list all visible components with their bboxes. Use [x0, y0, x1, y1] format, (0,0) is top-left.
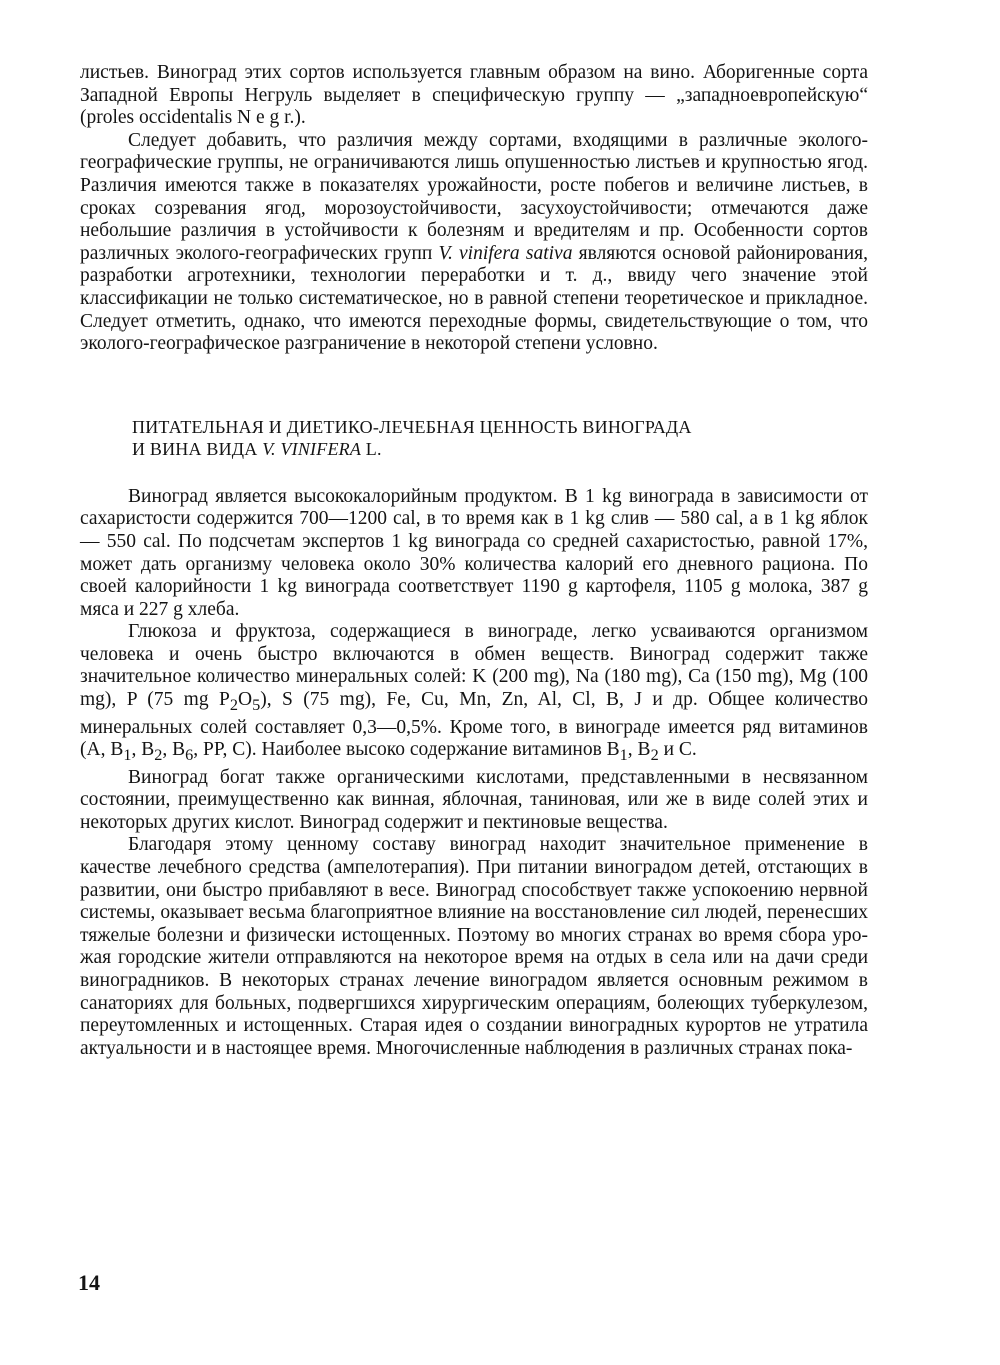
text-run: ), S (75 mg), Fe, Cu, Mn, Zn, Al, Cl, B, J и др. Общее количество минеральных солей составляет 0,3—0,5%. Кроме того, в винограде имеется ряд витаминов (A, B — [80, 689, 868, 761]
italic-term: V. vinifera sativa — [438, 242, 573, 264]
paragraph-minerals — [80, 621, 868, 766]
text-run: Виноград богат также органическими кислотами, представленными в несвязанном состоянии, преимущественно как винная, яблочная, таниновая, или же в виде солей этих и некоторых других кислот. Виноград содержит и пектиновые вещества. — [80, 766, 868, 833]
heading-line-2 — [132, 438, 868, 460]
paragraph-acids — [80, 767, 868, 835]
text-run: , B — [627, 739, 651, 761]
subscript: 2 — [650, 746, 659, 765]
paragraph-eco-groups — [80, 130, 868, 356]
text-run: O — [237, 689, 253, 711]
page-body — [80, 62, 868, 1060]
subscript: 1 — [619, 746, 628, 765]
paragraph-ampelotherapy — [80, 834, 868, 1060]
text-run: являются основой районирования, разработки агротехники, технологии переработки и т. д., ввиду чего значение этой классификации не только систематическое, но в равной степени теоретическое и прикладное. Следует отметить, однако, что имеются переходные формы, свидетельствующие о том, что эколого-географическое разграничение в некоторой степени условно. — [80, 242, 868, 355]
subscript: 2 — [229, 695, 238, 714]
text-run: Виноград является высококалорийным продуктом. В 1 kg винограда в зависимости от сахаристости содержится 700—1200 cal, в то время как в 1 kg слив — 580 cal, а в 1 kg яблок — 550 cal. По подсчетам экспертов 1 kg винограда со средней сахаристостью, равной 17%, может дать организму человека около 30% количества калорий его дневного рациона. По своей калорийности 1 kg винограда соответствует 1190 g картофеля, 1105 g молока, 387 g мяса и 227 g хлеба. — [80, 485, 868, 620]
text-run: Благодаря этому ценному составу виноград находит значительное применение в качестве лечебного средства (ампелотерапия). При питании виноградом детей, отстающих в развитии, они быстро прибавляют в весе. Виноград способствует также успокоению нервной системы, оказывает весьма благоприятное влияние на восстановление сил людей, перенесших тяжелые болезни и физически истощенных. Поэтому во многих странах во время сбора урожая городские жители отправляются на некоторое время на отдых в села или на дачи среди виноградников. В некоторых странах лечение виноградом является основным режимом в санаториях для больных, подвергшихся хирургическим операциям, болеющих туберкулезом, переутомленных и истощенных. Старая идея о создании виноградных курортов не утратила актуальности и в настоящее время. Многочисленные наблюдения в различных странах пока- — [80, 834, 868, 1059]
paragraph-continuation — [80, 62, 868, 130]
page-number: 14 — [78, 1270, 100, 1295]
heading-line-2-prefix: И ВИНА ВИДА — [132, 438, 263, 459]
text-run: Следует добавить, что различия между сортами, входящими в различные эколого-географические группы, не ограничиваются лишь опушенностью листьев и крупностью ягод. Различия имеются также в показателях урожайности, росте побегов и величине листьев, в сроках созревания ягод, морозоустойчивости, засухоустойчивости; отмечаются даже небольшие различия в устойчивости к болезням и вредителям и пр. Особенности сортов различных эколого-географических групп — [80, 129, 868, 264]
paragraph-calories — [80, 486, 868, 622]
heading-line-1: ПИТАТЕЛЬНАЯ И ДИЕТИКО-ЛЕЧЕБНАЯ ЦЕННОСТЬ ВИНОГРАДА — [132, 416, 692, 437]
heading-species-name: V. VINIFERA — [262, 438, 362, 459]
bottom-section — [80, 486, 868, 1061]
text-run: Глюкоза и фруктоза, содержащиеся в винограде, легко усваиваются организмом человека и очень быстро включаются в обмен веществ. Виноград содержит также значительное количество минеральных солей: K (200 mg), Na (180 mg), Ca (150 mg), Mg (100 mg), P (75 mg P — [80, 621, 868, 711]
subscript: 1 — [123, 746, 132, 765]
text-run: и C. — [658, 739, 697, 761]
text-run: листьев. Виноград этих сортов используется главным образом на вино. Аборигенные сорта Западной Европы Негруль выделяет в специфическую группу — „западноевропейскую“ (proles occidentalis N e g r.). — [80, 62, 868, 129]
text-run: , B — [131, 739, 155, 761]
section-heading — [132, 416, 868, 460]
text-run: , PP, C). Наиболее высоко содержание витаминов B — [193, 739, 620, 761]
text-run: , B — [162, 739, 186, 761]
subscript: 6 — [185, 746, 194, 765]
subscript: 2 — [154, 746, 163, 765]
subscript: 5 — [252, 695, 261, 714]
heading-line-2-suffix: L. — [361, 438, 382, 459]
top-section — [80, 62, 868, 356]
